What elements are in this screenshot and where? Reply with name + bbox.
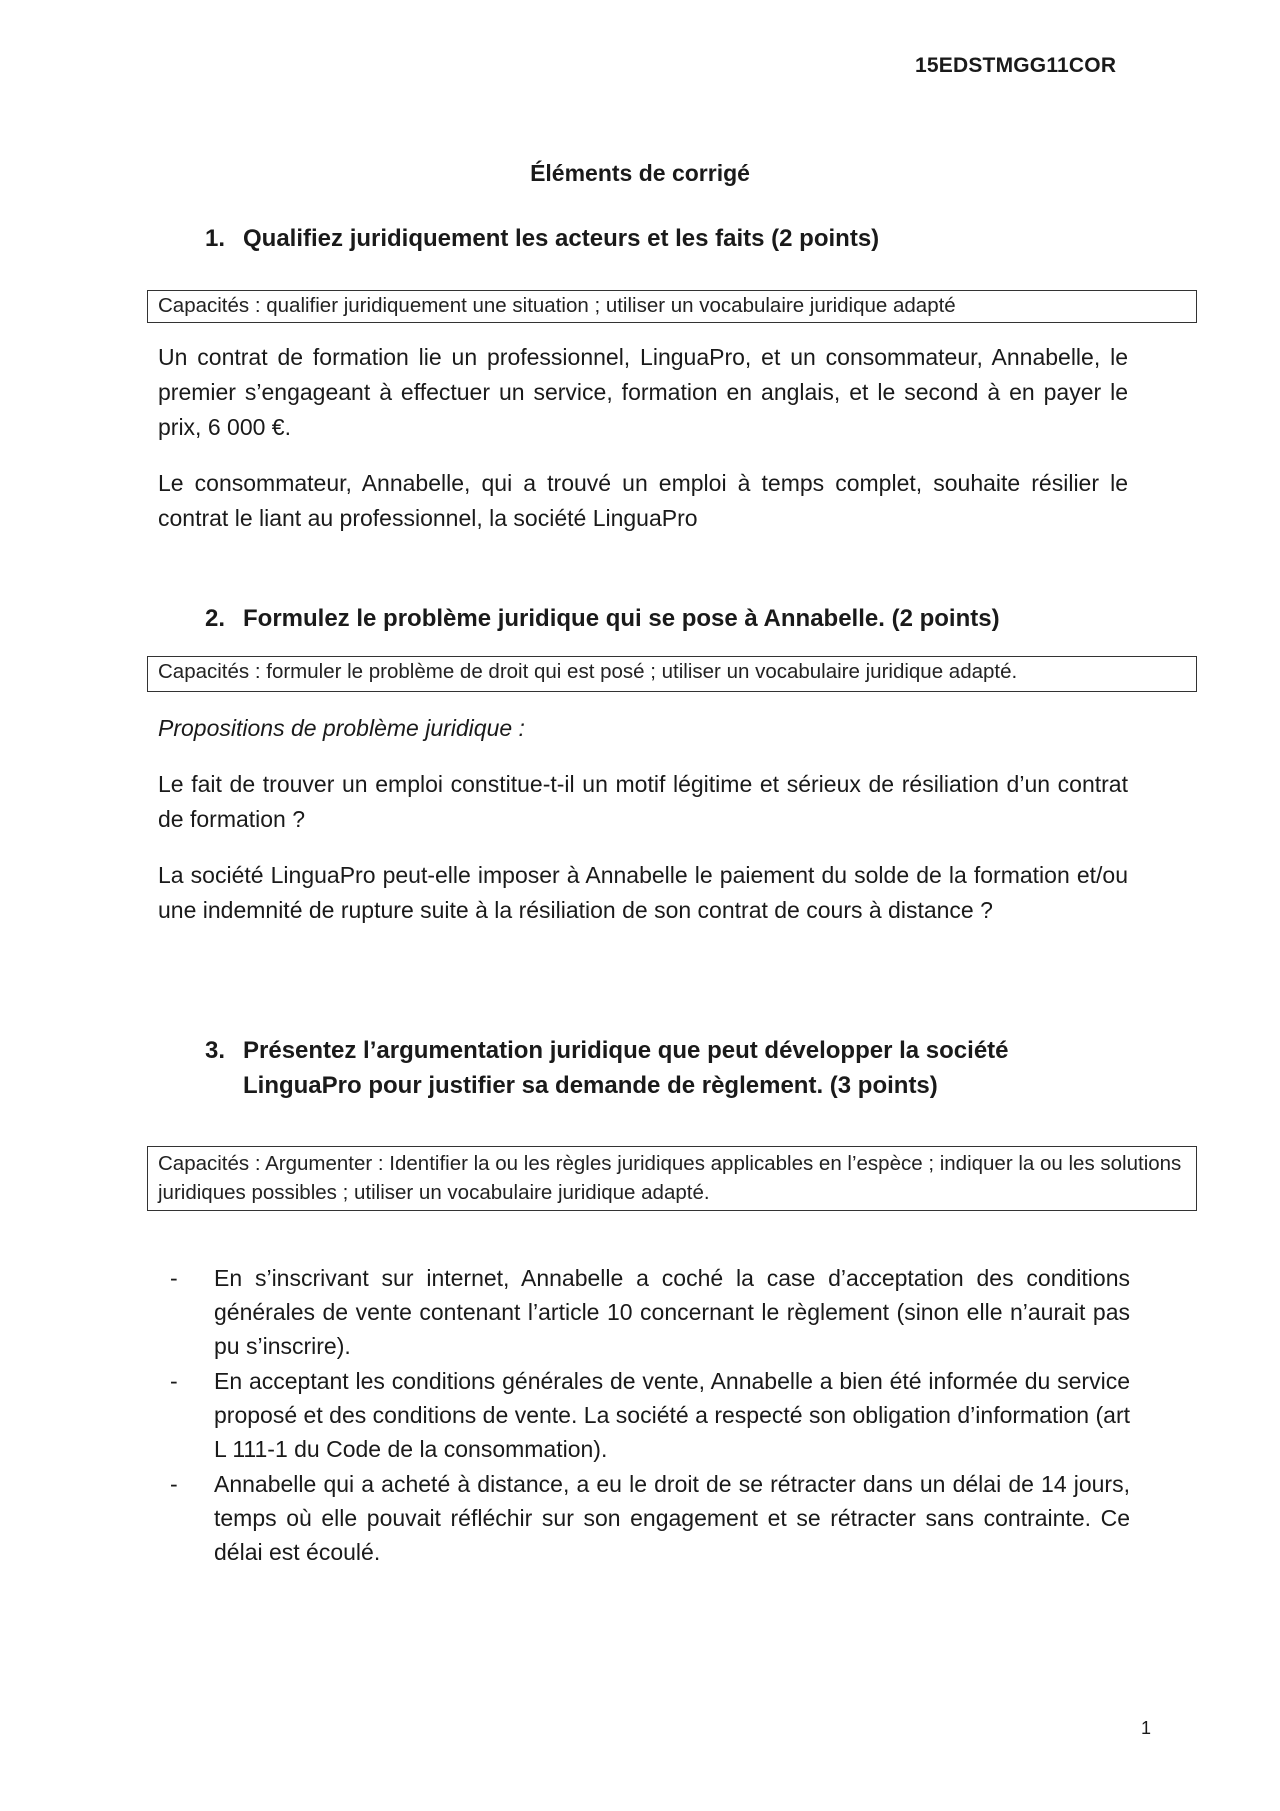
section-1-title: Qualifiez juridiquement les acteurs et les faits (2 points)	[243, 225, 880, 252]
section-2-number: 2.	[205, 605, 226, 632]
section-2-heading	[205, 601, 1000, 636]
document-code: 15EDSTMGG11COR	[915, 54, 1117, 77]
section-2-title: Formulez le problème juridique qui se pose à Annabelle. (2 points)	[243, 605, 1000, 632]
section-2-capacities-box: Capacités : formuler le problème de droit qui est posé ; utiliser un vocabulaire juridique adapté.	[147, 656, 1197, 692]
bullet-text: En acceptant les conditions générales de vente, Annabelle a bien été informée du service proposé et des conditions de vente. La société a respecté son obligation d’information (art L 111-1 du Code de la consommation).	[214, 1368, 1130, 1462]
section-1-heading	[205, 221, 880, 256]
section-3-number: 3.	[205, 1037, 226, 1064]
bullet-text: En s’inscrivant sur internet, Annabelle a coché la case d’acceptation des conditions générales de vente contenant l’article 10 concernant le règlement (sinon elle n’aurait pas pu s’inscrire).	[214, 1265, 1130, 1359]
bullet-marker: -	[170, 1265, 178, 1291]
bullet-marker: -	[170, 1471, 178, 1497]
page-title: Éléments de corrigé	[530, 160, 750, 186]
section-2-intro: Propositions de problème juridique :	[158, 715, 525, 741]
section-3-bullet-1	[170, 1261, 1130, 1363]
bullet-text: Annabelle qui a acheté à distance, a eu le droit de se rétracter dans un délai de 14 jours, temps où elle pouvait réfléchir sur son engagement et se rétracter sans contrainte. Ce délai est écoulé.	[214, 1471, 1130, 1565]
page-number: 1	[1141, 1718, 1152, 1738]
section-2-paragraph-1: Le fait de trouver un emploi constitue-t-il un motif légitime et sérieux de résiliation d’un contrat de formation ?	[158, 771, 1128, 832]
section-1-number: 1.	[205, 225, 226, 252]
section-2-paragraph-2: La société LinguaPro peut-elle imposer à Annabelle le paiement du solde de la formation et/ou une indemnité de rupture suite à la résiliation de son contrat de cours à distance ?	[158, 862, 1128, 923]
bullet-marker: -	[170, 1368, 178, 1394]
section-3-capacities-box: Capacités : Argumenter : Identifier la ou les règles juridiques applicables en l’espèce ; indiquer la ou les solutions juridiques possibles ; utiliser un vocabulaire juridique adapté.	[147, 1146, 1197, 1211]
section-1-capacities-box: Capacités : qualifier juridiquement une situation ; utiliser un vocabulaire juridique adapté	[147, 290, 1197, 323]
section-3-bullet-2	[170, 1364, 1130, 1466]
section-3-bullet-3	[170, 1467, 1130, 1569]
section-3-title: Présentez l’argumentation juridique que peut développer la société LinguaPro pour justifier sa demande de règlement. (3 points)	[243, 1037, 1009, 1099]
section-1-paragraph-2: Le consommateur, Annabelle, qui a trouvé un emploi à temps complet, souhaite résilier le contrat le liant au professionnel, la société LinguaPro	[158, 470, 1128, 531]
section-1-paragraph-1: Un contrat de formation lie un professionnel, LinguaPro, et un consommateur, Annabelle, le premier s’engageant à effectuer un service, formation en anglais, et le second à en payer le prix, 6 000 €.	[158, 344, 1128, 440]
section-3-heading	[205, 1033, 1009, 1099]
